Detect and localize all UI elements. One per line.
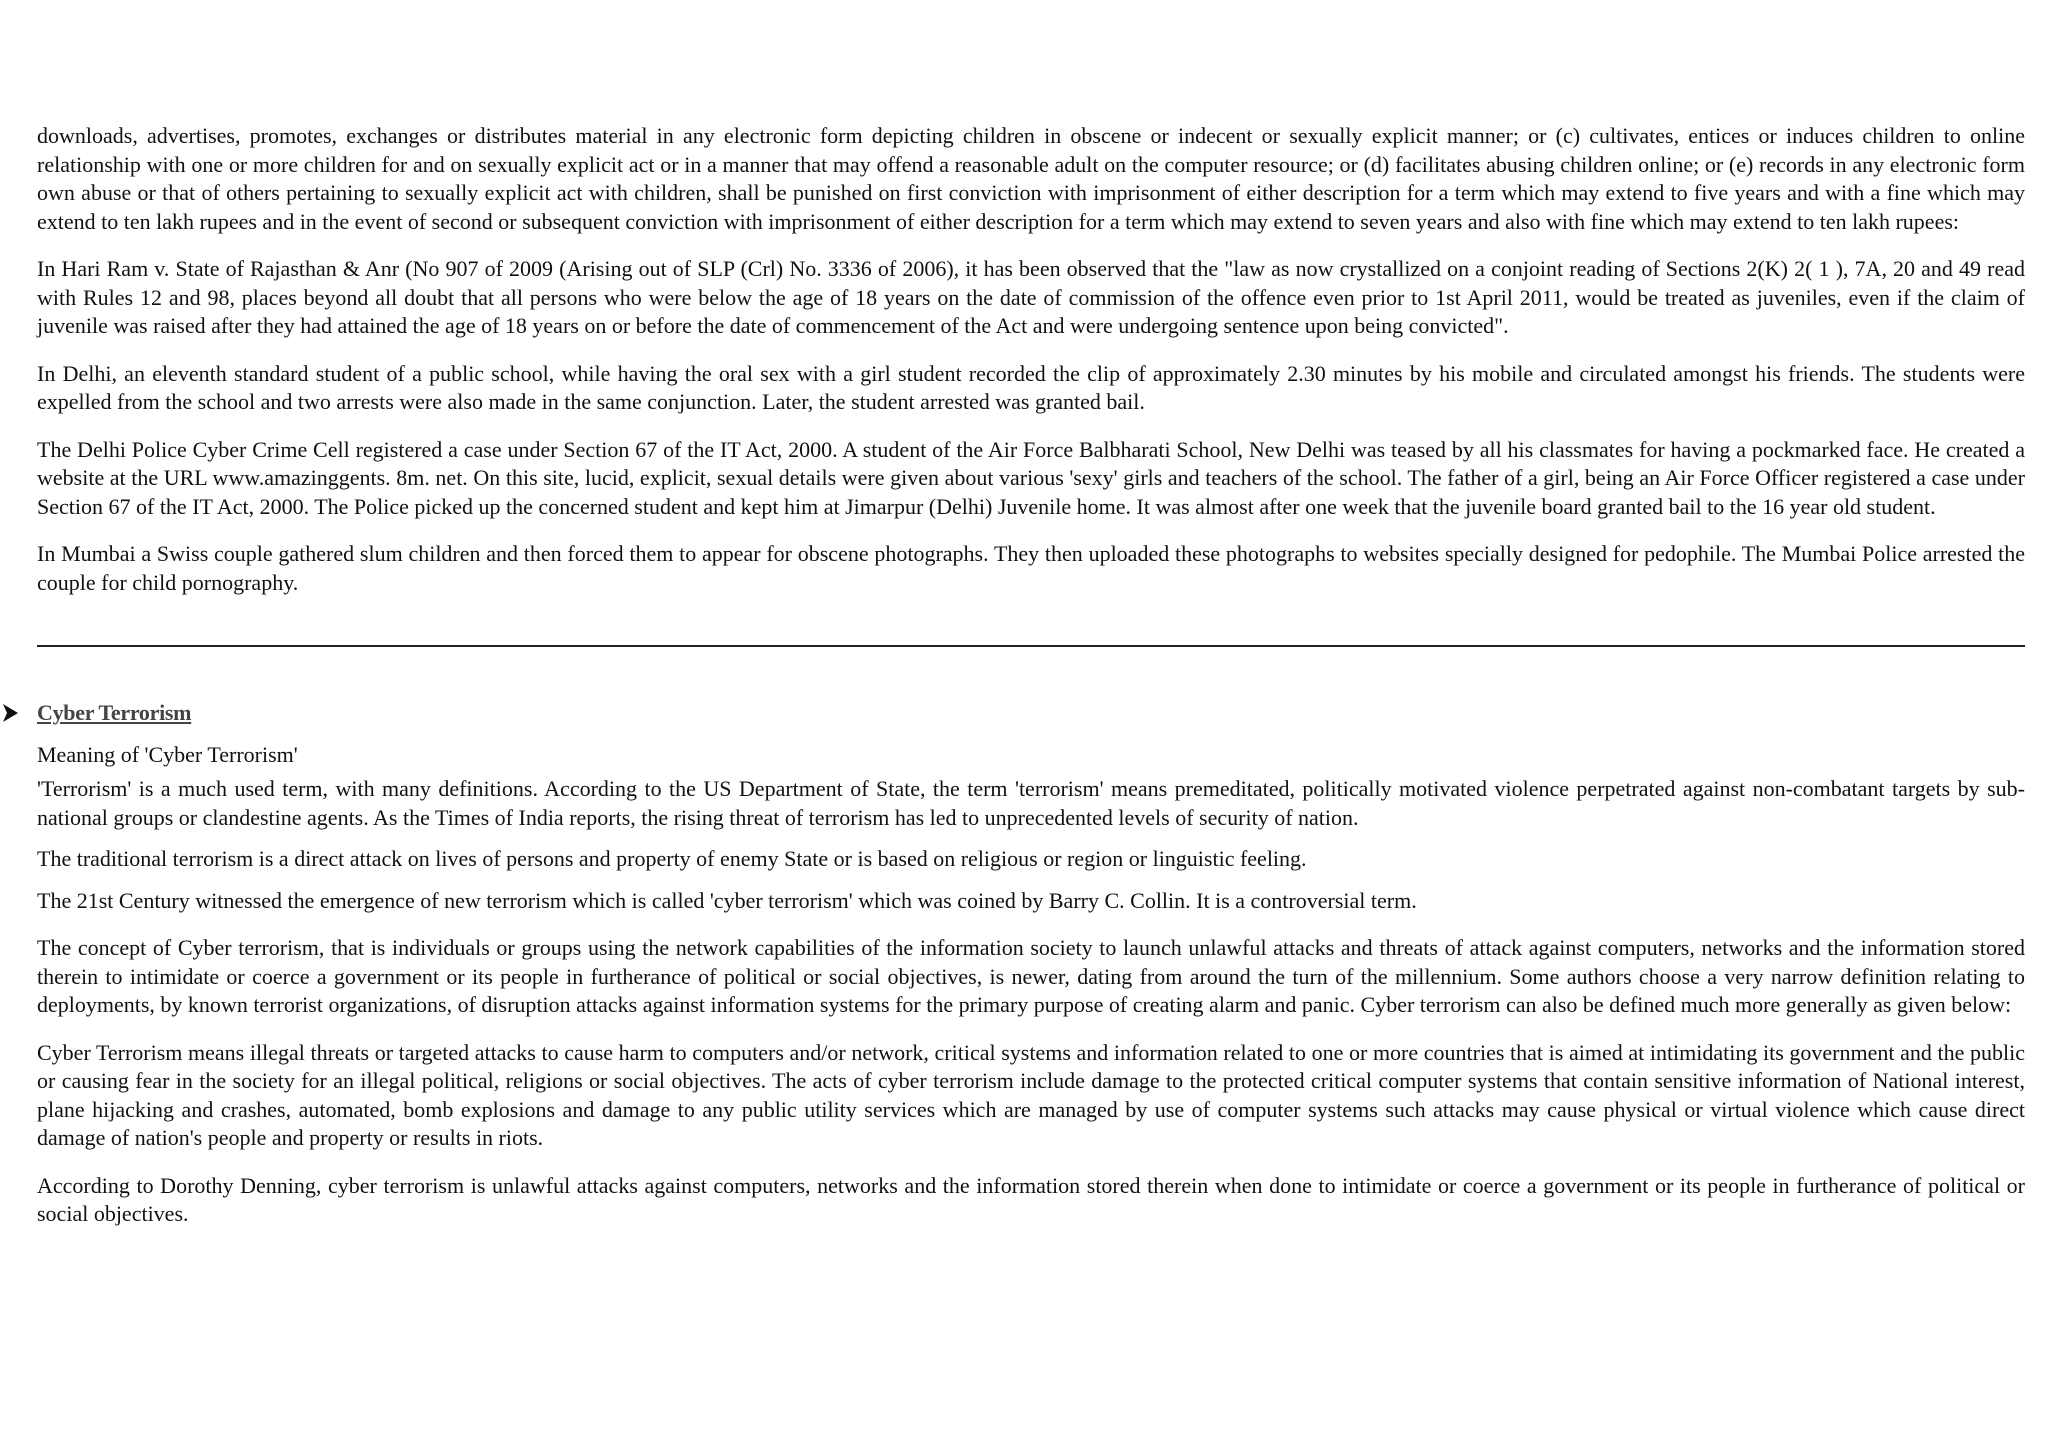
subheading-meaning: Meaning of 'Cyber Terrorism' bbox=[37, 742, 298, 767]
paragraph-delhi-police-case: The Delhi Police Cyber Crime Cell registered a case under Section 67 of the IT Act, 2000. A student of the Air Force Balbharati School, New Delhi was teased by all his classmates for having a pockmarked face. He created a website at the URL www.amazinggents. 8m. net. On this site, lucid, explicit, sexual details were given about various 'sexy' girls and teachers of the school. The father of a girl, being an Air Force Officer registered a case under Section 67 of the IT Act, 2000. The Police picked up the concerned student and kept him at Jimarpur (Delhi) Juvenile home. It was almost after one week that the juvenile board granted bail to the 16 year old student. bbox=[37, 436, 2025, 519]
paragraph-hari-ram-case: In Hari Ram v. State of Rajasthan & Anr (No 907 of 2009 (Arising out of SLP (Crl) No. 3336 of 2006), it has been observed that the "law as now crystallized on a conjoint reading of Sections 2(K) 2( 1 ), 7A, 20 and 49 read with Rules 12 and 98, places beyond all doubt that all persons who were below the age of 18 years on the date of commission of the offence even prior to 1st April 2011, would be treated as juveniles, even if the claim of juvenile was raised after they had attained the age of 18 years on or before the date of commencement of the Act and were undergoing sentence upon being convicted". bbox=[37, 256, 2025, 338]
paragraph-21st-century: The 21st Century witnessed the emergence of new terrorism which is called 'cyber terrorism' which was coined by Barry C. Collin. It is a controversial term. bbox=[37, 887, 1417, 913]
arrowhead-bullet-icon bbox=[0, 699, 22, 727]
paragraph-cyber-terrorism-means: Cyber Terrorism means illegal threats or targeted attacks to cause harm to computers and/or network, critical systems and information related to one or more countries that is aimed at intimidating its government and the public or causing fear in the society for an illegal political, religions or social objectives. The acts of cyber terrorism include damage to the protected critical computer systems that contain sensitive information of National interest, plane hijacking and crashes, automated, bomb explosions and damage to any public utility services which are managed by use of computer systems such attacks may cause physical or virtual violence which cause direct damage of nation's people and property or results in riots. bbox=[37, 1039, 2025, 1150]
horizontal-divider bbox=[37, 645, 2025, 647]
paragraph-delhi-student-case: In Delhi, an eleventh standard student of a public school, while having the oral sex with a girl student recorded the clip of approximately 2.30 minutes by his mobile and circulated amongst his friends. The students were expelled from the school and two arrests were also made in the same conjunction. Later, the student arrested was granted bail. bbox=[37, 360, 2025, 414]
paragraph-dorothy-denning: According to Dorothy Denning, cyber terrorism is unlawful attacks against computers, networks and the information stored therein when done to intimidate or coerce a government or its people in furtherance of political or social objectives. bbox=[37, 1172, 2025, 1226]
paragraph-cyber-terrorism-concept: The concept of Cyber terrorism, that is individuals or groups using the network capabilities of the information society to launch unlawful attacks and threats of attack against computers, networks and the information stored therein to intimidate or coerce a government or its people in furtherance of political or social objectives, is newer, dating from around the turn of the millennium. Some authors choose a very narrow definition relating to deployments, by known terrorist organizations, of disruption attacks against information systems for the primary purpose of creating alarm and panic. Cyber terrorism can also be defined much more generally as given below: bbox=[37, 935, 2025, 1017]
paragraph-child-pornography-provision: downloads, advertises, promotes, exchanges or distributes material in any electronic form depicting children in obscene or indecent or sexually explicit manner; or (c) cultivates, entices or induces children to online relationship with one or more children for and on sexually explicit act or in a manner that may offend a reasonable adult on the computer resource; or (d) facilitates abusing children online; or (e) records in any electronic form own abuse or that of others pertaining to sexually explicit act with children, shall be punished on first conviction with imprisonment of either description for a term which may extend to five years and with a fine which may extend to ten lakh rupees and in the event of second or subsequent conviction with imprisonment of either description for a term which may extend to seven years and also with fine which may extend to ten lakh rupees: bbox=[37, 123, 2025, 234]
paragraph-traditional-terrorism: The traditional terrorism is a direct attack on lives of persons and property of enemy State or is based on religious or region or linguistic feeling. bbox=[37, 846, 1307, 871]
paragraph-terrorism-definition: 'Terrorism' is a much used term, with many definitions. According to the US Department of State, the term 'terrorism' means premeditated, politically motivated violence perpetrated against non-combatant targets by sub-national groups or clandestine agents. As the Times of India reports, the rising threat of terrorism has led to unprecedented levels of security of nation. bbox=[37, 776, 2025, 830]
section-heading-cyber-terrorism: Cyber Terrorism bbox=[37, 700, 192, 725]
document-page bbox=[37, 122, 2025, 1229]
section-heading-row bbox=[37, 699, 2025, 729]
paragraph-mumbai-case: In Mumbai a Swiss couple gathered slum children and then forced them to appear for obscene photographs. They then uploaded these photographs to websites specially designed for pedophile. The Mumbai Police arrested the couple for child pornography. bbox=[37, 541, 2025, 595]
